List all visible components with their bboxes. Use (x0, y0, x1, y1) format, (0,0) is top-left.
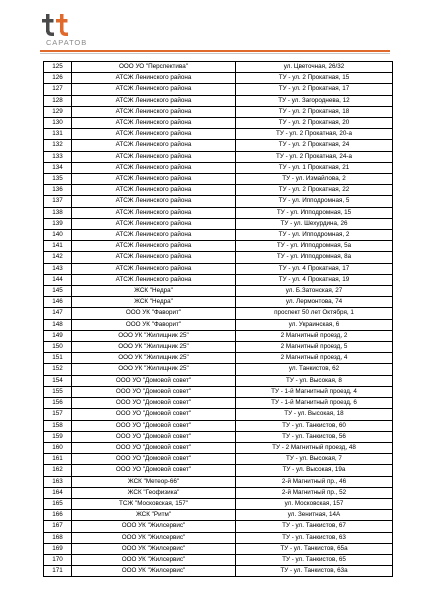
row-organization: ООО УК "Жилсервис" (72, 543, 236, 554)
table-row (44, 73, 393, 84)
row-organization: ЖСК "Геофизика" (72, 487, 236, 498)
row-organization: АТСЖ Ленинского района (72, 263, 236, 274)
row-organization: АТСЖ Ленинского района (72, 129, 236, 140)
row-organization: ООО УО "Домовой совет" (72, 375, 236, 386)
row-organization: ООО УО "Домовой совет" (72, 398, 236, 409)
row-number: 136 (44, 185, 72, 196)
row-address: 2 Магнитный проезд, 4 (236, 353, 393, 364)
row-number: 132 (44, 140, 72, 151)
row-organization: ООО УК "Жилищник 25" (72, 330, 236, 341)
row-organization: ООО УК "Жилсервис" (72, 532, 236, 543)
row-number: 151 (44, 353, 72, 364)
table-row (44, 174, 393, 185)
table-row (44, 196, 393, 207)
row-organization: ООО УО "Домовой совет" (72, 465, 236, 476)
row-address: ул. Б.Затонская, 27 (236, 286, 393, 297)
row-organization: АТСЖ Ленинского района (72, 162, 236, 173)
table-row (44, 106, 393, 117)
row-address: 2 Магнитный проезд, 5 (236, 342, 393, 353)
row-number: 152 (44, 364, 72, 375)
row-address: ТУ - ул. Танкистов, 67 (236, 521, 393, 532)
row-organization: ООО УК "Жилсервис" (72, 554, 236, 565)
table-row (44, 207, 393, 218)
row-address: ТУ - ул. Высокая, 19а (236, 465, 393, 476)
row-number: 133 (44, 151, 72, 162)
row-number: 137 (44, 196, 72, 207)
table-row (44, 442, 393, 453)
row-address: ул. Украинская, 6 (236, 319, 393, 330)
row-number: 159 (44, 431, 72, 442)
table-row (44, 487, 393, 498)
row-organization: ООО УО "Домовой совет" (72, 431, 236, 442)
row-number: 144 (44, 274, 72, 285)
row-address: ТУ - ул. Ипподромная, 8а (236, 252, 393, 263)
table-row (44, 118, 393, 129)
table-row (44, 252, 393, 263)
row-number: 169 (44, 543, 72, 554)
row-number: 158 (44, 420, 72, 431)
table-row (44, 95, 393, 106)
row-organization: АТСЖ Ленинского района (72, 207, 236, 218)
row-address: ТУ - 1-й Магнитный проезд, 6 (236, 398, 393, 409)
table-row (44, 218, 393, 229)
row-address: ТУ - ул. Шехурдина, 26 (236, 218, 393, 229)
row-organization: АТСЖ Ленинского района (72, 241, 236, 252)
row-address: ТУ - ул. 2 Прокатная, 15 (236, 73, 393, 84)
row-address: ТУ - ул. Высокая, 7 (236, 454, 393, 465)
table-row (44, 185, 393, 196)
row-organization: ЖСК "Метеор-66" (72, 476, 236, 487)
row-number: 143 (44, 263, 72, 274)
row-number: 135 (44, 174, 72, 185)
row-address: проспект 50 лет Октября, 1 (236, 308, 393, 319)
row-organization: АТСЖ Ленинского района (72, 95, 236, 106)
row-address: ТУ - ул. 2 Прокатная, 24 (236, 140, 393, 151)
table-row (44, 498, 393, 509)
row-address: ТУ - ул. Ипподромная, 2 (236, 230, 393, 241)
row-number: 134 (44, 162, 72, 173)
row-number: 150 (44, 342, 72, 353)
row-address: 2 Магнитный проезд, 2 (236, 330, 393, 341)
table-row (44, 510, 393, 521)
row-organization: ООО УО "Перспектива" (72, 62, 236, 73)
table-row (44, 409, 393, 420)
table-row (44, 476, 393, 487)
row-organization: ЖСК "Ритм" (72, 510, 236, 521)
row-number: 165 (44, 498, 72, 509)
row-address: ТУ - ул. 2 Прокатная, 20-а (236, 129, 393, 140)
row-number: 167 (44, 521, 72, 532)
row-number: 157 (44, 409, 72, 420)
table-row (44, 286, 393, 297)
row-address: ТУ - ул. Танкистов, 60 (236, 420, 393, 431)
table-row (44, 398, 393, 409)
row-address: ТУ - ул. Высокая, 18 (236, 409, 393, 420)
row-address: ул. Танкистов, 62 (236, 364, 393, 375)
row-organization: ООО УО "Домовой совет" (72, 409, 236, 420)
row-address: ТУ - ул. 2 Прокатная, 24-а (236, 151, 393, 162)
table-row (44, 543, 393, 554)
row-address: ул. Московская, 157 (236, 498, 393, 509)
row-address: ТУ - ул. Ипподромная, 15 (236, 207, 393, 218)
row-address: ул. Лермонтова, 74 (236, 297, 393, 308)
row-organization: ТСЖ "Московская, 157" (72, 498, 236, 509)
row-organization: АТСЖ Ленинского района (72, 230, 236, 241)
table-row (44, 364, 393, 375)
table-row (44, 230, 393, 241)
row-number: 131 (44, 129, 72, 140)
table-row (44, 274, 393, 285)
row-organization: ООО УК "Жилсервис" (72, 566, 236, 577)
row-address: ТУ - ул. Танкистов, 63а (236, 566, 393, 577)
row-number: 140 (44, 230, 72, 241)
table-row (44, 62, 393, 73)
row-number: 139 (44, 218, 72, 229)
row-number: 146 (44, 297, 72, 308)
row-address: ул. Зенитная, 14А (236, 510, 393, 521)
row-address: ТУ - ул. 2 Прокатная, 20 (236, 118, 393, 129)
table-row (44, 342, 393, 353)
table-row (44, 532, 393, 543)
row-number: 127 (44, 84, 72, 95)
row-number: 126 (44, 73, 72, 84)
table-row (44, 308, 393, 319)
table-row (44, 353, 393, 364)
row-organization: ЖСК "Недра" (72, 286, 236, 297)
row-address: ТУ - 1-й Магнитный проезд, 4 (236, 386, 393, 397)
row-number: 171 (44, 566, 72, 577)
row-address: ТУ - ул. Танкистов, 65а (236, 543, 393, 554)
page-header (0, 0, 424, 56)
row-organization: ООО УО "Домовой совет" (72, 386, 236, 397)
table-row (44, 454, 393, 465)
table-row (44, 554, 393, 565)
table-row (44, 465, 393, 476)
row-organization: ООО УК "Жилищник 25" (72, 364, 236, 375)
row-address: ТУ - ул. 2 Прокатная, 17 (236, 84, 393, 95)
row-address: ТУ - ул. 2 Прокатная, 18 (236, 106, 393, 117)
brand-name: САРАТОВ (46, 38, 88, 47)
row-address: ТУ - 2 Магнитный проезд, 48 (236, 442, 393, 453)
row-organization: ООО УО "Домовой совет" (72, 420, 236, 431)
row-number: 166 (44, 510, 72, 521)
row-number: 155 (44, 386, 72, 397)
row-address: ТУ - ул. Ипподромная, 5а (236, 241, 393, 252)
row-address: ТУ - ул. Измайлова, 2 (236, 174, 393, 185)
row-number: 125 (44, 62, 72, 73)
row-number: 147 (44, 308, 72, 319)
table-row (44, 375, 393, 386)
row-address: ул. Цветочная, 26/32 (236, 62, 393, 73)
row-organization: АТСЖ Ленинского района (72, 252, 236, 263)
row-organization: АТСЖ Ленинского района (72, 196, 236, 207)
row-organization: АТСЖ Ленинского района (72, 140, 236, 151)
header-rule-orange (40, 50, 390, 52)
row-number: 160 (44, 442, 72, 453)
row-address: ТУ - ул. Танкистов, 65 (236, 554, 393, 565)
row-number: 129 (44, 106, 72, 117)
row-organization: АТСЖ Ленинского района (72, 118, 236, 129)
row-organization: АТСЖ Ленинского района (72, 185, 236, 196)
table-row (44, 521, 393, 532)
table-row (44, 151, 393, 162)
row-number: 145 (44, 286, 72, 297)
table-row (44, 263, 393, 274)
row-organization: АТСЖ Ленинского района (72, 174, 236, 185)
row-organization: АТСЖ Ленинского района (72, 274, 236, 285)
table-row (44, 241, 393, 252)
row-address: ТУ - ул. 4 Прокатная, 17 (236, 263, 393, 274)
row-address: ТУ - ул. Танкистов, 56 (236, 431, 393, 442)
table-row (44, 297, 393, 308)
row-number: 168 (44, 532, 72, 543)
row-organization: ООО УК "Жилищник 25" (72, 342, 236, 353)
row-address: ТУ - ул. 2 Прокатная, 22 (236, 185, 393, 196)
registry-table (43, 61, 393, 577)
row-number: 128 (44, 95, 72, 106)
row-address: ТУ - ул. 4 Прокатная, 19 (236, 274, 393, 285)
row-number: 154 (44, 375, 72, 386)
row-number: 162 (44, 465, 72, 476)
table-row (44, 84, 393, 95)
row-address: 2-й Магнитный пр., 52 (236, 487, 393, 498)
table-row (44, 129, 393, 140)
row-number: 130 (44, 118, 72, 129)
row-number: 170 (44, 554, 72, 565)
registry-table-body (44, 62, 393, 577)
row-organization: АТСЖ Ленинского района (72, 106, 236, 117)
row-number: 142 (44, 252, 72, 263)
row-number: 161 (44, 454, 72, 465)
row-address: ТУ - ул. Загороднева, 12 (236, 95, 393, 106)
site-watermark (392, 240, 424, 580)
row-organization: ООО УК "Фаворит" (72, 308, 236, 319)
row-organization: ООО УО "Домовой совет" (72, 442, 236, 453)
header-rule-grey (40, 53, 390, 54)
row-address: ТУ - ул. Высокая, 8 (236, 375, 393, 386)
row-organization: ООО УК "Фаворит" (72, 319, 236, 330)
row-address: ТУ - ул. Ипподромная, 5 (236, 196, 393, 207)
table-row (44, 319, 393, 330)
row-number: 138 (44, 207, 72, 218)
table-row (44, 420, 393, 431)
table-row (44, 566, 393, 577)
table-row (44, 386, 393, 397)
row-number: 141 (44, 241, 72, 252)
table-row (44, 162, 393, 173)
row-organization: ООО УК "Жилищник 25" (72, 353, 236, 364)
t-plus-logo-icon (42, 14, 76, 40)
row-address: 2-й Магнитный пр., 46 (236, 476, 393, 487)
row-number: 149 (44, 330, 72, 341)
row-organization: АТСЖ Ленинского района (72, 218, 236, 229)
row-organization: АТСЖ Ленинского района (72, 73, 236, 84)
row-number: 156 (44, 398, 72, 409)
row-organization: АТСЖ Ленинского района (72, 84, 236, 95)
row-address: ТУ - ул. 1 Прокатная, 21 (236, 162, 393, 173)
row-organization: ООО УО "Домовой совет" (72, 454, 236, 465)
row-organization: АТСЖ Ленинского района (72, 151, 236, 162)
row-number: 163 (44, 476, 72, 487)
row-organization: ЖСК "Недра" (72, 297, 236, 308)
table-row (44, 330, 393, 341)
row-number: 164 (44, 487, 72, 498)
table-row (44, 140, 393, 151)
row-organization: ООО УК "Жилсервис" (72, 521, 236, 532)
row-number: 148 (44, 319, 72, 330)
row-address: ТУ - ул. Танкистов, 63 (236, 532, 393, 543)
table-row (44, 431, 393, 442)
